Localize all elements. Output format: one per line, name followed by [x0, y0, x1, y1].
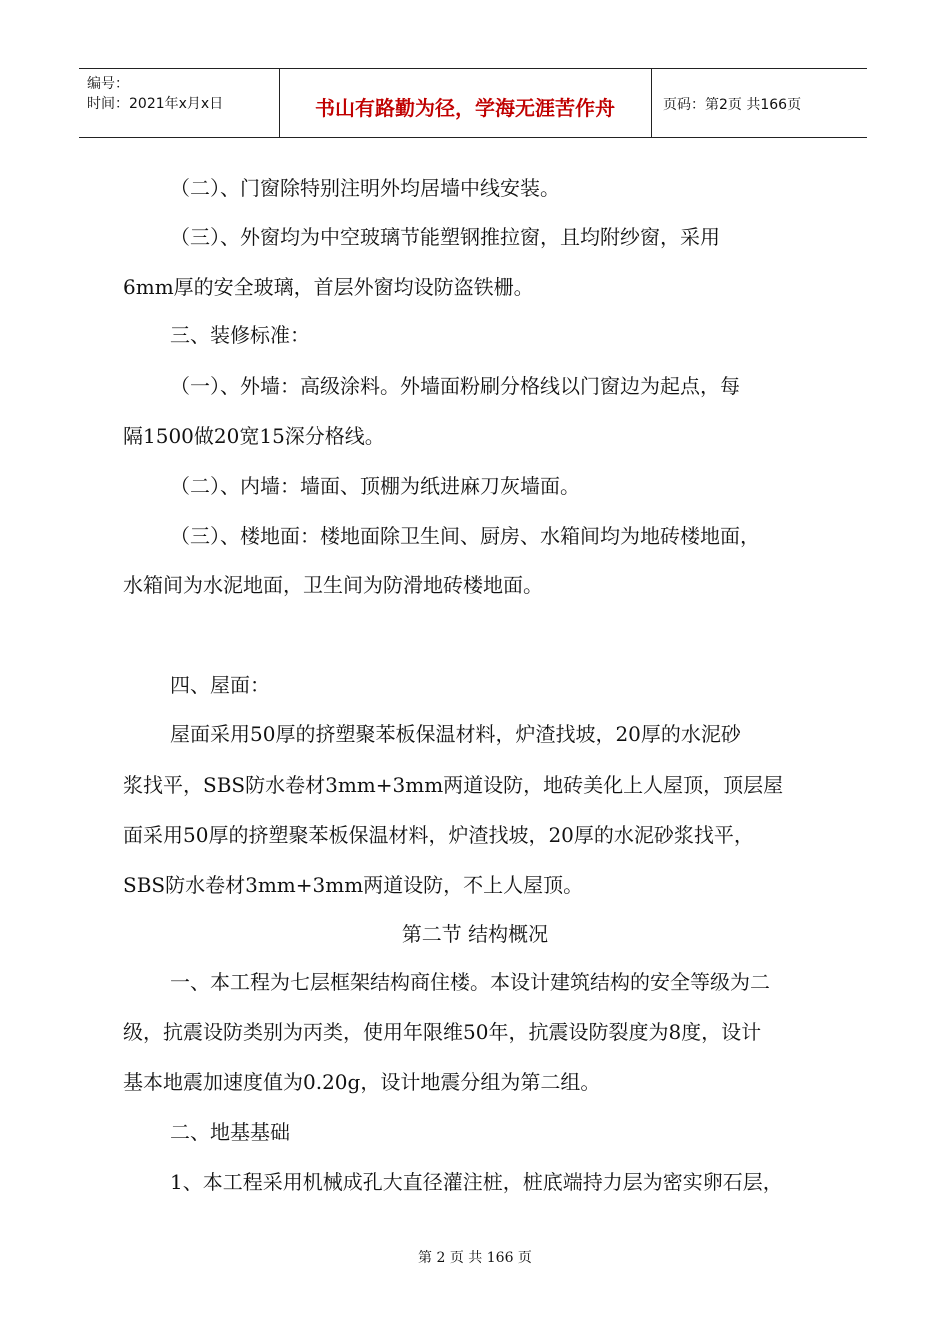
page-footer: 第 2 页 共 166 页 [418, 1250, 532, 1266]
paragraph-continuation: SBS防水卷材3mm+3mm两道设防，不上人屋顶。 [123, 873, 584, 897]
time-label: 时间：2021年x月x日 [87, 96, 224, 112]
motto: 书山有路勤为径，学海无涯苦作舟 [315, 96, 615, 120]
paragraph: 一、本工程为七层框架结构商住楼。本设计建筑结构的安全等级为二 [170, 970, 770, 994]
section-heading: 四、屋面： [170, 673, 270, 697]
header-page-label: 页码：第2页 共166页 [663, 97, 802, 113]
paragraph: （一）、外墙：高级涂料。外墙面粉刷分格线以门窗边为起点，每 [170, 374, 740, 398]
paragraph: （三）、外窗均为中空玻璃节能塑钢推拉窗，且均附纱窗，采用 [170, 225, 720, 249]
section-title: 第二节 结构概况 [401, 922, 549, 946]
paragraph: （三）、楼地面：楼地面除卫生间、厨房、水箱间均为地砖楼地面， [170, 524, 760, 548]
paragraph: 屋面采用50厚的挤塑聚苯板保温材料，炉渣找坡，20厚的水泥砂 [170, 722, 741, 746]
paragraph: （二）、内墙：墙面、顶棚为纸进麻刀灰墙面。 [170, 474, 580, 498]
header-motto-cell [279, 69, 652, 137]
paragraph-continuation: 隔1500做20宽15深分格线。 [123, 424, 385, 448]
number-label: 编号： [87, 76, 129, 92]
paragraph: 1、本工程采用机械成孔大直径灌注桩，桩底端持力层为密实卵石层， [170, 1170, 783, 1194]
header-page-cell [651, 69, 867, 137]
header-meta-cell [79, 69, 280, 137]
page-header [79, 68, 867, 138]
paragraph-continuation: 级，抗震设防类别为丙类，使用年限维50年，抗震设防裂度为8度，设计 [123, 1020, 762, 1044]
paragraph-continuation: 6mm厚的安全玻璃，首层外窗均设防盗铁栅。 [123, 275, 534, 299]
paragraph-continuation: 基本地震加速度值为0.20g，设计地震分组为第二组。 [123, 1070, 601, 1094]
paragraph-continuation: 浆找平，SBS防水卷材3mm+3mm两道设防，地砖美化上人屋顶，顶层屋 [123, 773, 784, 797]
section-heading: 三、装修标准： [170, 323, 310, 347]
section-heading: 二、地基基础 [170, 1120, 290, 1144]
paragraph-continuation: 面采用50厚的挤塑聚苯板保温材料，炉渣找坡，20厚的水泥砂浆找平， [123, 823, 754, 847]
paragraph: （二）、门窗除特别注明外均居墙中线安装。 [170, 176, 560, 200]
paragraph-continuation: 水箱间为水泥地面，卫生间为防滑地砖楼地面。 [123, 573, 543, 597]
